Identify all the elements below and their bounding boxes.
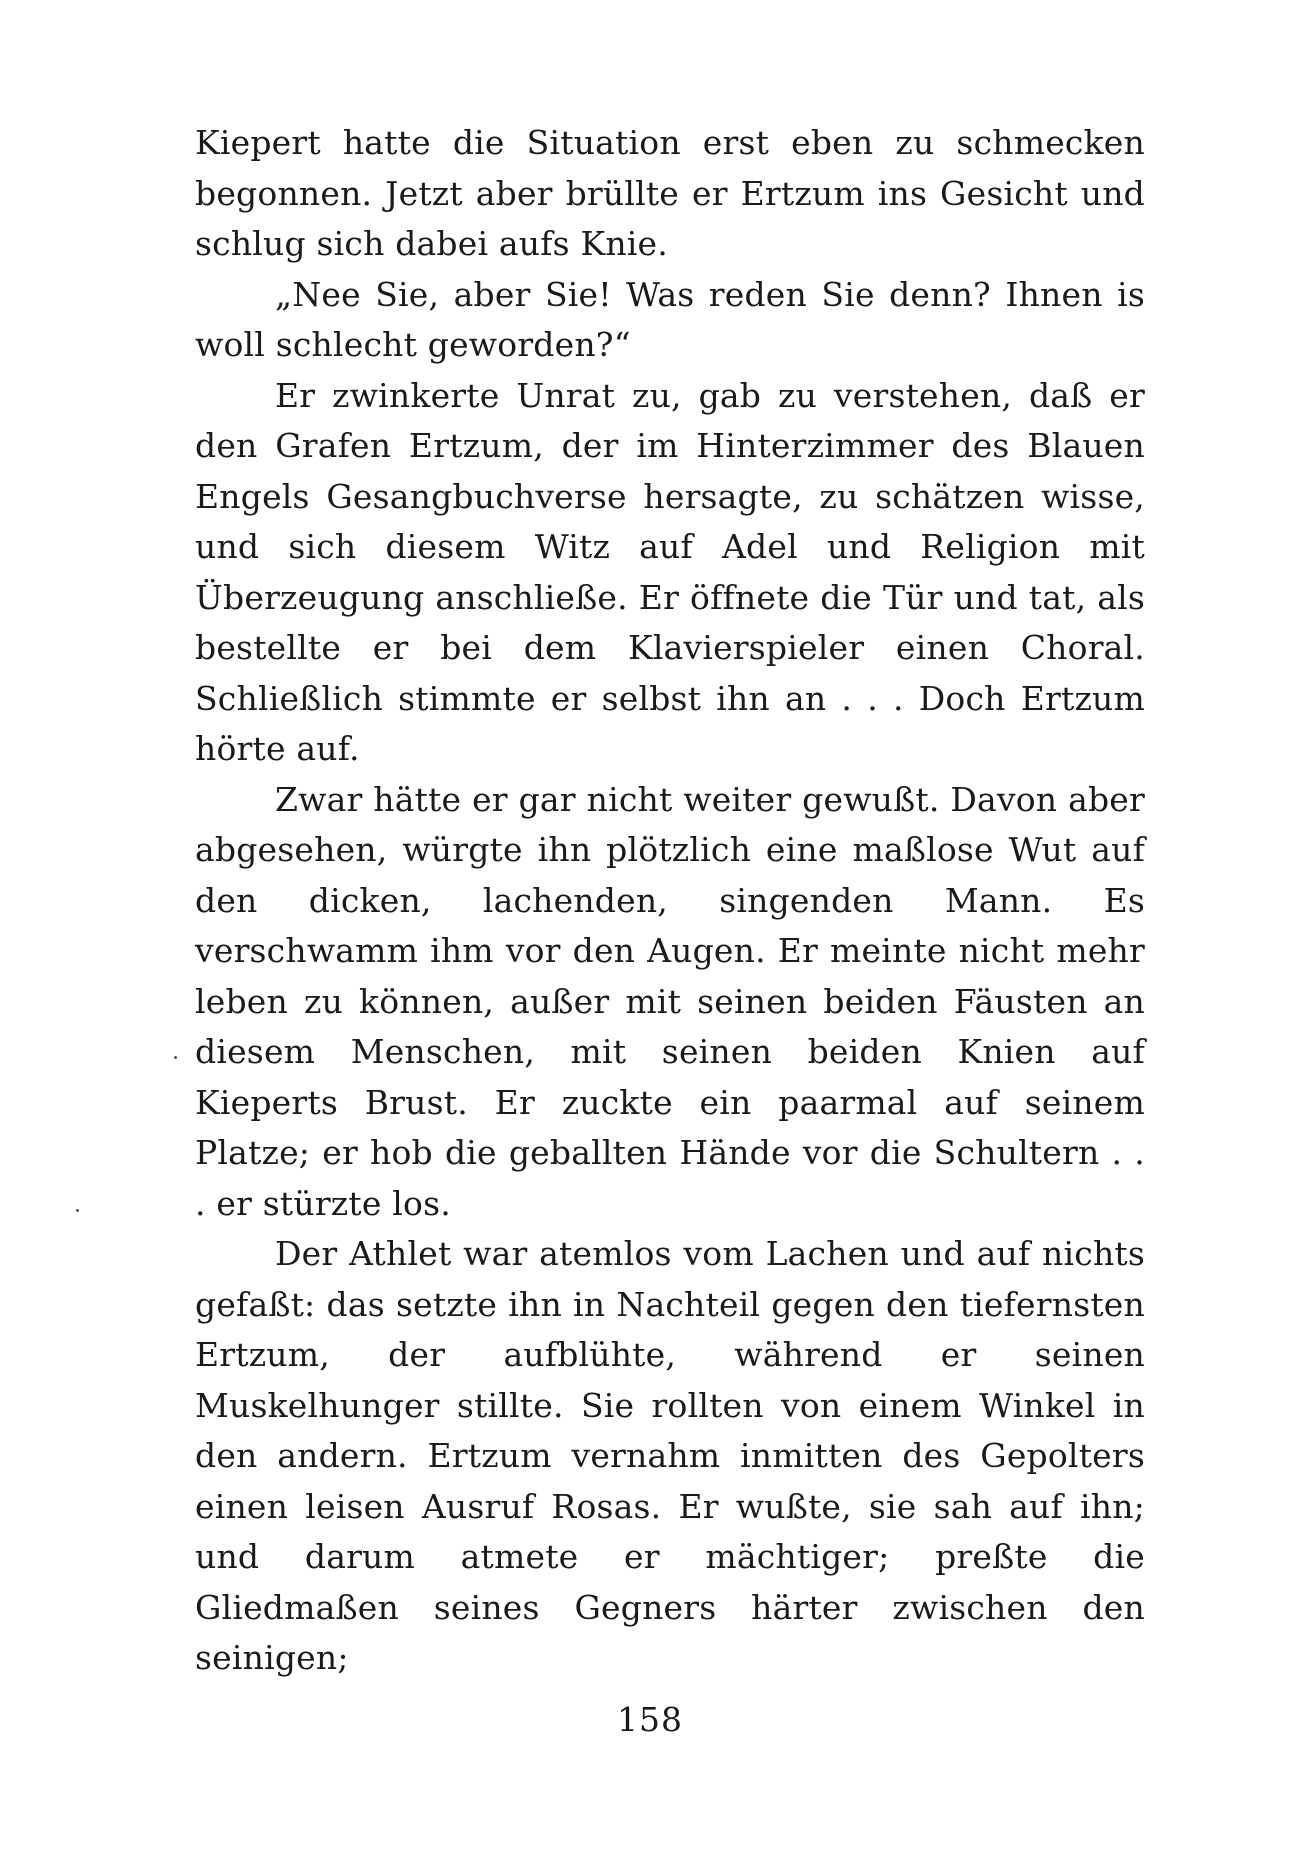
paragraph-4: Zwar hätte er gar nicht weiter gewußt. Davon aber abgesehen, würgte ihn plötzlich eine maßlose Wut auf den dicken, lachenden, singenden Mann. Es verschwamm ihm vor den Augen. Er meinte nicht mehr leben zu können, außer mit seinen beiden Fäusten an diesem Menschen, mit seinen beiden Knien auf Kieperts Brust. Er zuckte ein paarmal auf seinem Platze; er hob die geballten Hände vor die Schultern . . . er stürzte los. bbox=[195, 779, 1145, 1223]
paragraph-5: Der Athlet war atemlos vom Lachen und auf nichts gefaßt: das setzte ihn in Nachteil gegen den tiefernsten Ertzum, der aufblühte, während er seinen Muskelhunger stillte. Sie rollten von einem Winkel in den andern. Ertzum vernahm inmitten des Gepolters einen leisen Ausruf Rosas. Er wußte, sie sah auf ihn; und darum atmete er mächtiger; preßte die Gliedmaßen seines Gegners härter zwischen den seinigen; bbox=[195, 1234, 1145, 1677]
print-speck bbox=[76, 1209, 79, 1212]
body-text bbox=[195, 118, 1145, 1684]
paragraph-2: „Nee Sie, aber Sie! Was reden Sie denn? Ihnen is woll schlecht geworden?“ bbox=[195, 274, 1145, 364]
paragraph-1: Kiepert hatte die Situation erst eben zu schmecken begonnen. Jetzt aber brüllte er Ertzum ins Gesicht und schlug sich dabei aufs Knie. bbox=[195, 123, 1145, 263]
page-number: 158 bbox=[617, 1700, 683, 1739]
paragraph-3: Er zwinkerte Unrat zu, gab zu verstehen, daß er den Grafen Ertzum, der im Hinterzimmer des Blauen Engels Gesangbuchverse hersagte, zu schätzen wisse, und sich diesem Witz auf Adel und Religion mit Überzeugung anschließe. Er öffnete die Tür und tat, als bestellte er bei dem Klavierspieler einen Choral. Schließlich stimmte er selbst ihn an . . . Doch Ertzum hörte auf. bbox=[195, 375, 1145, 768]
print-speck bbox=[174, 1056, 177, 1059]
